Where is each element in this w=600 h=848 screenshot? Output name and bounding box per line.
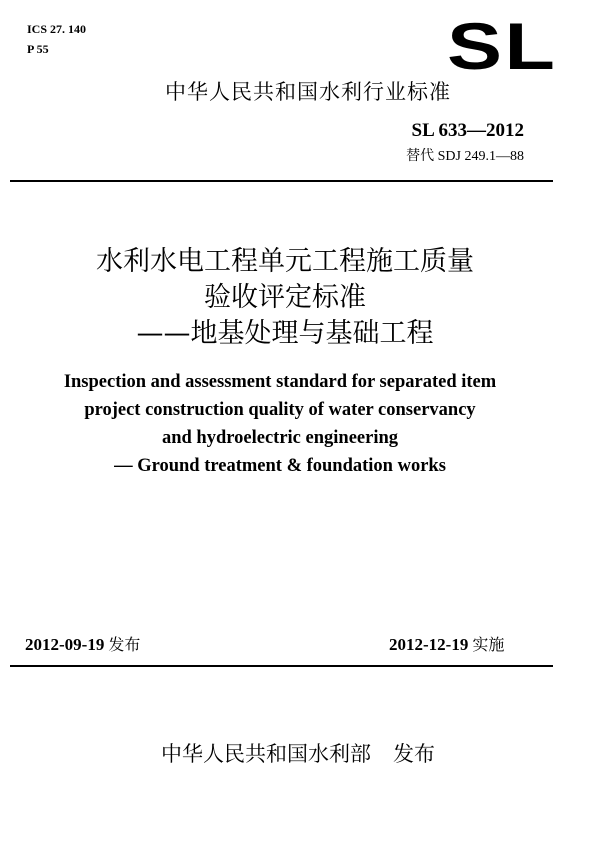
effective-date	[389, 632, 504, 655]
chinese-title-line-2: 验收评定标准	[204, 282, 366, 313]
replaces-standard: 替代 SDJ 249.1—88	[406, 149, 524, 164]
issue-date	[25, 632, 140, 655]
issuer-action: 发布	[393, 742, 435, 766]
issue-date-label: 发布	[108, 635, 141, 654]
industry-standard-heading: 中华人民共和国水利行业标准	[165, 80, 451, 104]
issue-date-value: 2012-09-19	[25, 635, 105, 654]
effective-date-value: 2012-12-19	[389, 635, 469, 654]
effective-date-label: 实施	[472, 635, 505, 654]
english-title-line-3: and hydroelectric engineering	[161, 428, 399, 448]
english-title-line-1: Inspection and assessment standard for separated item	[63, 372, 497, 392]
chinese-title-line-3: ——地基处理与基础工程	[136, 318, 434, 349]
english-title-line-2: project construction quality of water conservancy	[84, 400, 476, 420]
top-divider	[10, 180, 553, 182]
sl-logo: SL	[447, 9, 558, 83]
standard-number: SL 633—2012	[411, 120, 524, 141]
ics-code: ICS 27. 140	[27, 22, 87, 36]
classification-code: P 55	[27, 42, 49, 56]
issuer-line	[0, 738, 600, 768]
issuer-name: 中华人民共和国水利部	[161, 742, 371, 766]
chinese-title-line-1: 水利水电工程单元工程施工质量	[96, 246, 474, 277]
english-title-line-4: — Ground treatment & foundation works	[114, 456, 446, 476]
bottom-divider	[10, 665, 553, 667]
